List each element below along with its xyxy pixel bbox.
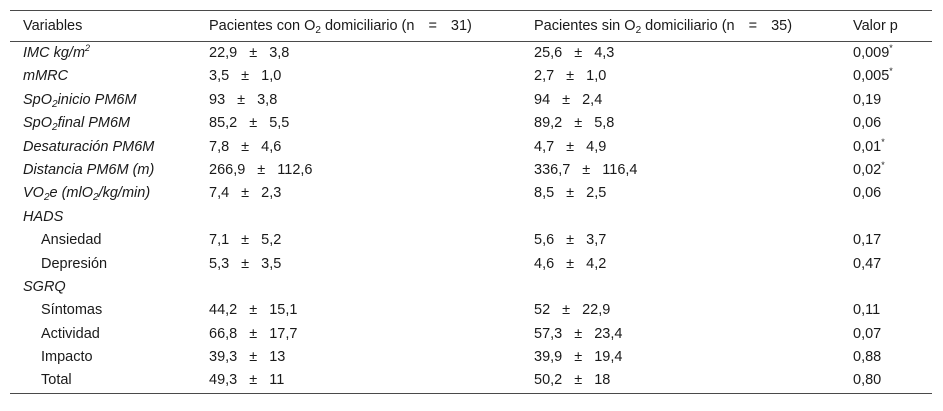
group2-value — [534, 182, 606, 205]
group1-value — [209, 159, 312, 182]
group2-value — [534, 159, 637, 182]
group2-value — [534, 42, 614, 65]
row-label-sub: 2 — [52, 98, 58, 110]
group1-value — [209, 136, 281, 159]
group1-value — [209, 346, 285, 369]
group2-mean: 25,6 — [534, 45, 563, 61]
group2-sd: 22,9 — [582, 302, 611, 319]
group2-value — [534, 346, 622, 369]
group1-value — [209, 369, 284, 392]
group2-sd: 2,5 — [586, 185, 607, 202]
group1-value — [209, 65, 281, 88]
row-label — [23, 42, 90, 65]
group1-value — [209, 42, 289, 65]
row-label — [23, 89, 137, 112]
group2-sd: 5,8 — [594, 115, 615, 132]
group1-sd: 5,5 — [269, 115, 290, 132]
header-group2-eq: = — [748, 18, 758, 34]
group1-mean: 22,9 — [209, 45, 238, 61]
p-value: 0,06 — [853, 185, 882, 202]
group1-sd: 17,7 — [269, 325, 298, 342]
group2-mean: 50,2 — [534, 372, 563, 389]
plus-minus: ± — [249, 45, 258, 61]
plus-minus: ± — [241, 232, 250, 249]
plus-minus: ± — [237, 91, 246, 108]
header-group-with-oxygen — [209, 11, 472, 41]
p-value: 0,17 — [853, 232, 882, 249]
table-row — [10, 182, 932, 205]
table-row — [10, 229, 932, 252]
group2-sd: 19,4 — [594, 349, 623, 366]
plus-minus: ± — [562, 302, 571, 319]
header-group2-mid: domiciliario (n — [641, 18, 735, 34]
plus-minus: ± — [574, 325, 583, 342]
table-row — [10, 323, 932, 346]
plus-minus: ± — [574, 349, 583, 366]
group1-value — [209, 323, 297, 346]
group2-mean: 39,9 — [534, 349, 563, 366]
table-row — [10, 112, 932, 135]
group1-mean: 66,8 — [209, 325, 238, 342]
row-label-text: IMC kg/m — [23, 45, 86, 61]
row-label-text: final PM6M — [57, 115, 131, 132]
group2-sd: 4,9 — [586, 138, 607, 155]
p-value — [853, 159, 885, 182]
p-value: 0,88 — [853, 349, 882, 366]
group2-sd: 4,2 — [586, 255, 607, 272]
group2-mean: 94 — [534, 91, 551, 108]
row-label: Total — [41, 372, 72, 389]
section-row — [10, 206, 932, 229]
plus-minus: ± — [566, 68, 575, 85]
header-variables: Variables — [23, 18, 83, 34]
group2-value — [534, 112, 614, 135]
header-group2-sub: 2 — [635, 25, 642, 36]
group1-mean: 7,8 — [209, 138, 230, 155]
plus-minus: ± — [574, 45, 583, 61]
group2-mean: 52 — [534, 302, 551, 319]
row-label-text: SpO — [23, 91, 53, 108]
comparison-table — [10, 10, 932, 394]
group1-value — [209, 253, 281, 276]
plus-minus: ± — [566, 232, 575, 249]
p-value — [853, 42, 893, 65]
row-label — [23, 182, 150, 205]
header-group1-mid: domiciliario (n — [320, 18, 415, 34]
p-value: 0,11 — [853, 302, 881, 319]
group1-sd: 3,8 — [269, 45, 290, 61]
group2-value — [534, 299, 610, 322]
group2-sd: 4,3 — [594, 45, 615, 61]
p-value-text: 0,009 — [853, 45, 890, 61]
header-pvalue: Valor p — [853, 18, 898, 34]
table-row — [10, 42, 932, 65]
p-value: 0,47 — [853, 255, 882, 272]
table-row — [10, 299, 932, 322]
p-value-text: 0,005 — [853, 68, 890, 85]
row-label-text: VO — [23, 185, 44, 202]
group2-mean: 336,7 — [534, 161, 571, 178]
group2-value — [534, 136, 606, 159]
section-row — [10, 276, 932, 299]
header-group1-prefix: Pacientes con O — [209, 18, 316, 34]
table-row — [10, 89, 932, 112]
plus-minus: ± — [241, 138, 250, 155]
group2-mean: 4,6 — [534, 255, 555, 272]
row-label: Síntomas — [41, 302, 103, 319]
plus-minus: ± — [566, 255, 575, 272]
table-row — [10, 369, 932, 392]
group1-value — [209, 89, 277, 112]
group1-sd: 15,1 — [269, 302, 298, 319]
group1-mean: 3,5 — [209, 68, 230, 85]
plus-minus: ± — [241, 185, 250, 202]
row-label-text: SpO — [23, 115, 53, 132]
row-label-sup: 2 — [85, 43, 91, 53]
plus-minus: ± — [582, 161, 591, 178]
group2-value — [534, 89, 602, 112]
group2-value — [534, 369, 610, 392]
p-value — [853, 65, 893, 88]
section-label: HADS — [23, 208, 64, 225]
group1-value — [209, 229, 281, 252]
plus-minus: ± — [257, 161, 266, 178]
header-group2-prefix: Pacientes sin O — [534, 18, 636, 34]
group1-value — [209, 112, 289, 135]
row-label-text: inicio PM6M — [57, 91, 137, 108]
significance-mark: * — [889, 43, 893, 53]
p-value — [853, 136, 885, 159]
group2-sd: 1,0 — [586, 68, 607, 85]
significance-mark: * — [889, 66, 893, 77]
row-label — [23, 112, 130, 135]
plus-minus: ± — [249, 325, 258, 342]
plus-minus: ± — [566, 138, 575, 155]
header-group1-n: 31) — [450, 18, 472, 34]
group1-sd: 1,0 — [261, 68, 282, 85]
group1-sd: 2,3 — [261, 185, 282, 202]
significance-mark: * — [881, 159, 885, 170]
table-row — [10, 136, 932, 159]
row-label: Distancia PM6M (m) — [23, 161, 155, 178]
group1-sd: 3,5 — [261, 255, 282, 272]
group2-mean: 5,6 — [534, 232, 555, 249]
group2-value — [534, 323, 622, 346]
group2-sd: 116,4 — [602, 161, 638, 178]
group2-mean: 4,7 — [534, 138, 555, 155]
row-label-sub: 2 — [43, 192, 50, 204]
group2-sd: 2,4 — [582, 91, 603, 108]
p-value: 0,07 — [853, 325, 882, 342]
table-row — [10, 253, 932, 276]
group2-mean: 8,5 — [534, 185, 555, 202]
group1-mean: 44,2 — [209, 302, 238, 319]
group1-value — [209, 182, 281, 205]
row-label-text: /kg/min) — [98, 185, 151, 202]
group1-mean: 5,3 — [209, 255, 230, 272]
row-label: Desaturación PM6M — [23, 138, 155, 155]
p-value-text: 0,01 — [853, 138, 882, 155]
plus-minus: ± — [562, 91, 571, 108]
group1-mean: 7,1 — [209, 232, 230, 249]
group1-mean: 93 — [209, 91, 226, 108]
row-label-sub: 2 — [52, 122, 58, 134]
header-group2-n: 35) — [771, 18, 793, 34]
group2-sd: 23,4 — [594, 325, 623, 342]
group1-mean: 39,3 — [209, 349, 238, 366]
row-label: Impacto — [41, 349, 93, 366]
group1-sd: 13 — [269, 349, 286, 366]
group2-value — [534, 229, 606, 252]
group1-sd: 3,8 — [257, 91, 278, 108]
row-label: Actividad — [41, 325, 100, 342]
header-group1-eq: = — [428, 18, 437, 34]
row-label-sub: 2 — [93, 192, 99, 204]
row-label: Depresión — [41, 255, 108, 272]
group1-sd: 112,6 — [277, 161, 313, 178]
plus-minus: ± — [241, 68, 250, 85]
group1-mean: 49,3 — [209, 372, 238, 389]
header-group-without-oxygen — [534, 11, 792, 41]
row-label-text: e (mlO — [49, 185, 94, 202]
table-row — [10, 159, 932, 182]
row-label: Ansiedad — [41, 232, 102, 249]
table-row — [10, 65, 932, 88]
plus-minus: ± — [574, 372, 583, 389]
group2-value — [534, 65, 606, 88]
significance-mark: * — [881, 136, 885, 147]
table-row — [10, 346, 932, 369]
group1-sd: 5,2 — [261, 232, 282, 249]
plus-minus: ± — [241, 255, 250, 272]
p-value: 0,19 — [853, 91, 882, 108]
plus-minus: ± — [249, 349, 258, 366]
group1-sd: 11 — [269, 372, 285, 389]
table-header — [10, 11, 932, 42]
group1-value — [209, 299, 297, 322]
p-value-text: 0,02 — [853, 161, 882, 178]
plus-minus: ± — [249, 372, 258, 389]
group1-mean: 266,9 — [209, 161, 246, 178]
group2-sd: 3,7 — [586, 232, 607, 249]
group2-mean: 2,7 — [534, 68, 555, 85]
plus-minus: ± — [574, 115, 583, 132]
group2-mean: 57,3 — [534, 325, 563, 342]
header-group1-sub: 2 — [315, 25, 321, 36]
plus-minus: ± — [249, 115, 258, 132]
p-value: 0,06 — [853, 115, 882, 132]
section-label: SGRQ — [23, 278, 66, 295]
group1-mean: 7,4 — [209, 185, 230, 202]
plus-minus: ± — [566, 185, 575, 202]
plus-minus: ± — [249, 302, 258, 319]
p-value: 0,80 — [853, 372, 882, 389]
group2-sd: 18 — [594, 372, 611, 389]
group2-mean: 89,2 — [534, 115, 563, 132]
group1-sd: 4,6 — [261, 138, 282, 155]
row-label: mMRC — [23, 68, 69, 85]
group2-value — [534, 253, 606, 276]
group1-mean: 85,2 — [209, 115, 238, 132]
